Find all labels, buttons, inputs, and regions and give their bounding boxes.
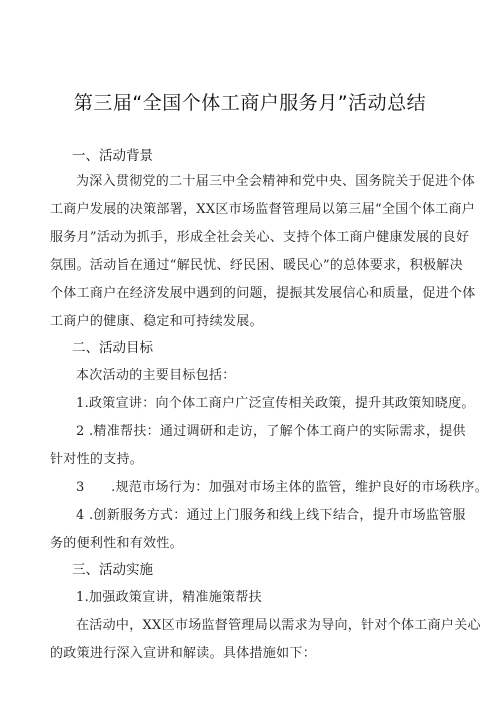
paragraph-line: 工商户的健康、稳定和可持续发展。: [50, 314, 263, 329]
paragraph-line: 的政策进行深入宣讲和解读。具体措施如下：: [50, 646, 317, 661]
document-title: 第三届“全国个体工商户服务月”活动总结: [73, 92, 427, 114]
list-item-continuation: 针对性的支持。: [50, 452, 144, 467]
list-item: 4 .创新服务方式：通过上门服务和线上线下结合，提升市场监管服: [76, 508, 466, 523]
section-heading-background: 一、活动背景: [72, 148, 153, 164]
paragraph-line: 氛围。活动旨在通过“解民忧、纾民困、暖民心”的总体要求，积极解决: [50, 258, 463, 273]
list-item: 3 .规范市场行为：加强对市场主体的监管，维护良好的市场秩序。: [76, 480, 489, 495]
paragraph-line: 本次活动的主要目标包括：: [76, 368, 236, 383]
list-item-continuation: 务的便利性和有效性。: [50, 536, 184, 551]
list-item: 2 .精准帮扶：通过调研和走访，了解个体工商户的实际需求，提供: [76, 424, 466, 439]
paragraph-line: 为深入贯彻党的二十届三中全会精神和党中央、国务院关于促进个体: [76, 174, 476, 189]
section-heading-goals: 二、活动目标: [72, 340, 153, 356]
list-item: 1.政策宣讲：向个体工商户广泛宣传相关政策，提升其政策知晓度。: [76, 396, 475, 411]
paragraph-line: 个体工商户在经济发展中遇到的问题，提振其发展信心和质量，促进个体: [50, 286, 476, 301]
paragraph-line: 工商户发展的决策部署，XX区市场监督管理局以第三届“全国个体工商户: [50, 202, 476, 217]
paragraph-line: 服务月”活动为抓手，形成全社会关心、支持个体工商户健康发展的良好: [50, 230, 470, 245]
section-heading-implementation: 三、活动实施: [72, 562, 153, 578]
paragraph-line: 在活动中，XX区市场监督管理局以需求为导向，针对个体工商户关心: [76, 618, 481, 633]
subheading: 1.加强政策宣讲，精准施策帮扶: [76, 590, 262, 605]
